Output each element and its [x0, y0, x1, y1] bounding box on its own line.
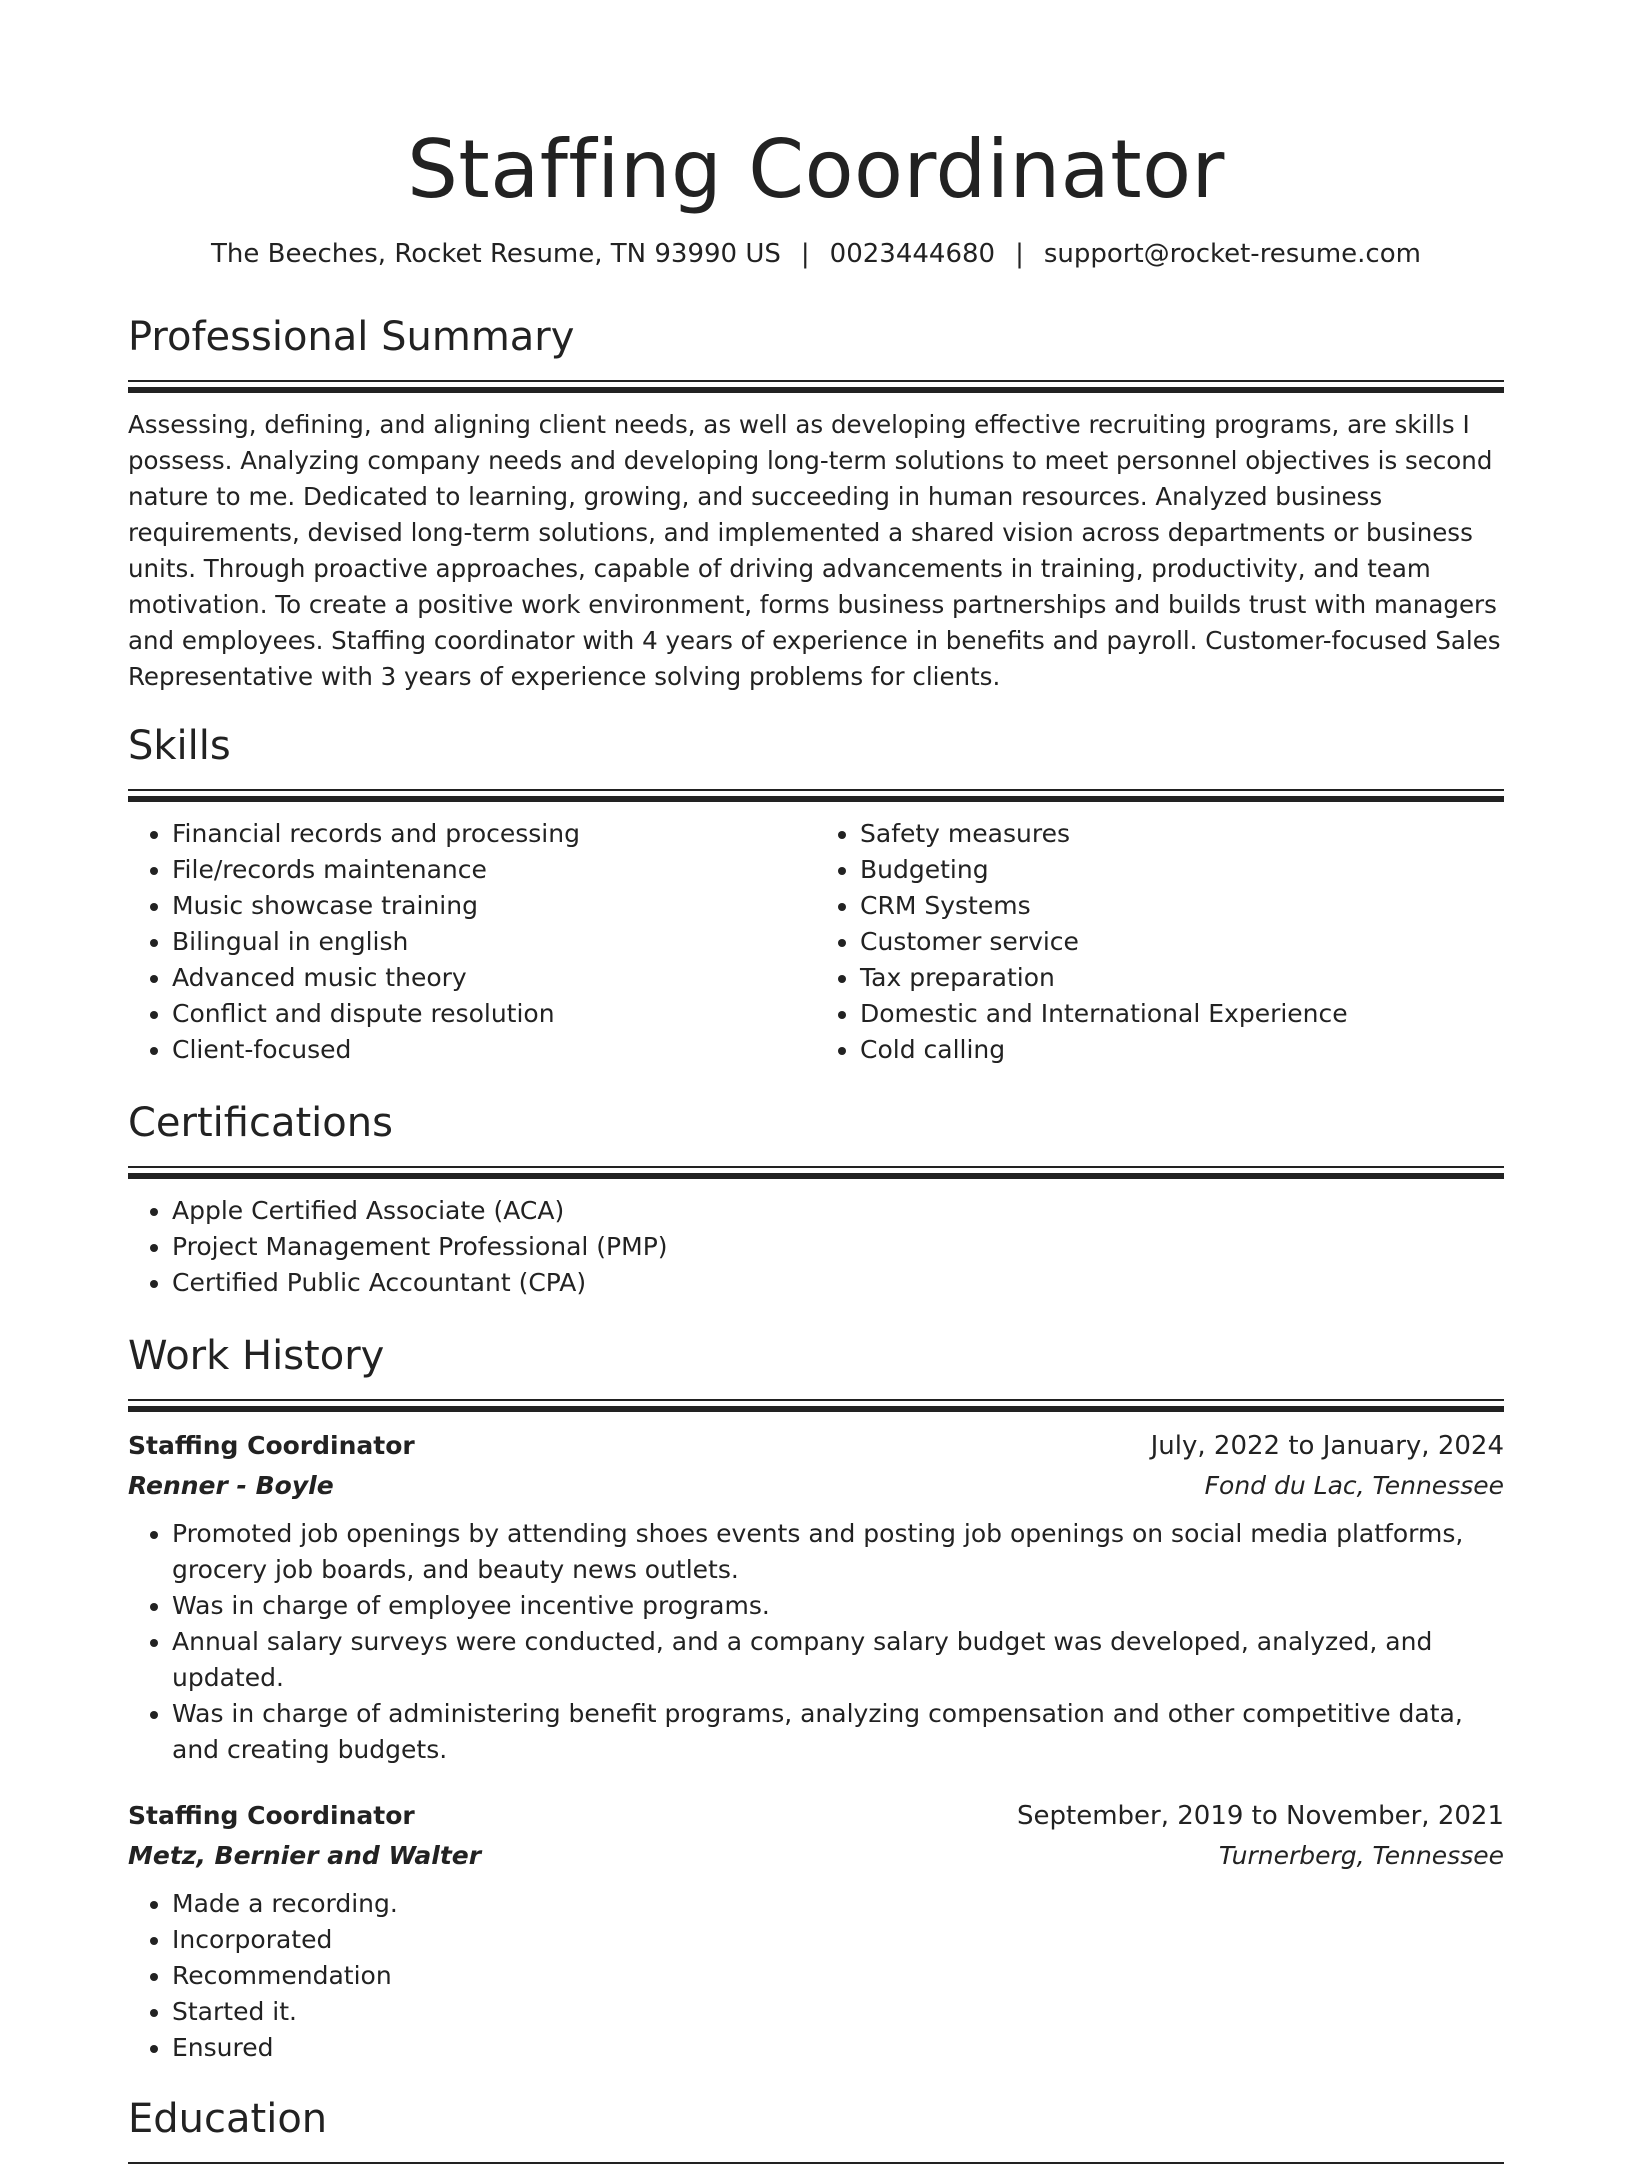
certifications-list — [128, 1193, 1504, 1301]
job-bullet: • Was in charge of employee incentive programs. — [172, 1588, 1504, 1624]
job-entry — [128, 1796, 1504, 2066]
section-title-work-history: Work History — [128, 1333, 385, 1379]
section-divider — [128, 1173, 1504, 1179]
skill-item: • Client-focused — [172, 1032, 816, 1068]
skills-list-right — [816, 816, 1504, 1068]
job-company: Metz, Bernier and Walter — [128, 1841, 482, 1870]
skill-item: • Music showcase training — [172, 888, 816, 924]
job-bullet: • Started it. — [172, 1994, 1504, 2030]
skill-item: • Financial records and processing — [172, 816, 816, 852]
summary-text: Assessing, defining, and aligning client needs, as well as developing effective recruiting programs, are skills I possess. Analyzing company needs and developing long-term solutions to meet personnel objectives is second nature to me. Dedicated to learning, growing, and succeeding in human resources. Analyzed business requirements, devised long-term solutions, and implemented a shared vision across departments or business units. Through proactive approaches, capable of driving advancements in training, productivity, and team motivation. To create a positive work environment, forms business partnerships and builds trust with managers and employees. Staffing coordinator with 4 years of experience in benefits and payroll. Customer-focused Sales Representative with 3 years of experience solving problems for clients. — [128, 410, 1501, 691]
job-bullet: • Made a recording. — [172, 1886, 1504, 1922]
section-divider — [128, 387, 1504, 393]
skill-item: • Bilingual in english — [172, 924, 816, 960]
contact-line — [128, 236, 1504, 272]
certifications-section — [128, 1096, 1504, 1301]
job-header — [128, 1796, 1504, 1836]
section-divider — [128, 789, 1504, 791]
section-title-education: Education — [128, 2096, 328, 2142]
certification-item: • Certified Public Accountant (CPA) — [172, 1265, 1504, 1301]
skill-item: • Domestic and International Experience — [860, 996, 1504, 1032]
skills-list-left — [128, 816, 816, 1068]
job-bullet: • Incorporated — [172, 1922, 1504, 1958]
skill-item: • Budgeting — [860, 852, 1504, 888]
job-bullet: • Recommendation — [172, 1958, 1504, 1994]
skill-item: • CRM Systems — [860, 888, 1504, 924]
skills-columns — [128, 816, 1504, 1068]
skill-item: • Customer service — [860, 924, 1504, 960]
skill-item: • Conflict and dispute resolution — [172, 996, 816, 1032]
contact-address: The Beeches, Rocket Resume, TN 93990 US — [211, 239, 781, 269]
job-bullet: • Annual salary surveys were conducted, and a company salary budget was developed, analyzed, and updated. — [172, 1624, 1504, 1696]
section-divider — [128, 1166, 1504, 1168]
section-divider — [128, 796, 1504, 802]
skill-item: • Cold calling — [860, 1032, 1504, 1068]
certification-item: • Apple Certified Associate (ACA) — [172, 1193, 1504, 1229]
contact-separator: | — [800, 239, 810, 269]
job-subheader — [128, 1836, 1504, 1876]
skills-section — [128, 719, 1504, 1068]
work-history-section — [128, 1329, 1504, 2066]
contact-separator: | — [1015, 239, 1024, 269]
skills-column-left — [128, 816, 816, 1068]
job-bullet: • Ensured — [172, 2030, 1504, 2066]
skill-item: • Advanced music theory — [172, 960, 816, 996]
section-divider — [128, 1399, 1504, 1401]
job-location: Fond du Lac, Tennessee — [1204, 1471, 1504, 1500]
job-bullets — [128, 1886, 1504, 2066]
section-title-certifications: Certifications — [128, 1100, 393, 1146]
education-section — [128, 2092, 1504, 2164]
job-bullet: • Promoted job openings by attending shoes events and posting job openings on social media platforms, grocery job boards, and beauty news outlets. — [172, 1516, 1504, 1588]
contact-email: support@rocket-resume.com — [1043, 239, 1421, 269]
job-title: Staffing Coordinator — [128, 1801, 415, 1830]
job-dates: July, 2022 to January, 2024 — [1150, 1431, 1504, 1461]
skill-item: • File/records maintenance — [172, 852, 816, 888]
section-divider — [128, 1406, 1504, 1412]
section-title-skills: Skills — [128, 723, 231, 769]
skill-item: • Tax preparation — [860, 960, 1504, 996]
job-company: Renner - Boyle — [128, 1471, 334, 1500]
contact-phone: 0023444680 — [829, 239, 996, 269]
job-entry — [128, 1426, 1504, 1768]
job-bullet: • Was in charge of administering benefit programs, analyzing compensation and other competitive data, and creating budgets. — [172, 1696, 1504, 1768]
skill-item: • Safety measures — [860, 816, 1504, 852]
job-bullets — [128, 1516, 1504, 1768]
section-title-summary: Professional Summary — [128, 314, 575, 360]
job-location: Turnerberg, Tennessee — [1218, 1841, 1504, 1870]
job-header — [128, 1426, 1504, 1466]
summary-section — [128, 310, 1504, 695]
job-title: Staffing Coordinator — [128, 1431, 415, 1460]
job-subheader — [128, 1466, 1504, 1506]
section-divider — [128, 380, 1504, 382]
certification-item: • Project Management Professional (PMP) — [172, 1229, 1504, 1265]
job-dates: September, 2019 to November, 2021 — [1017, 1801, 1504, 1831]
skills-column-right — [816, 816, 1504, 1068]
resume-name: Staffing Coordinator — [407, 123, 1225, 216]
